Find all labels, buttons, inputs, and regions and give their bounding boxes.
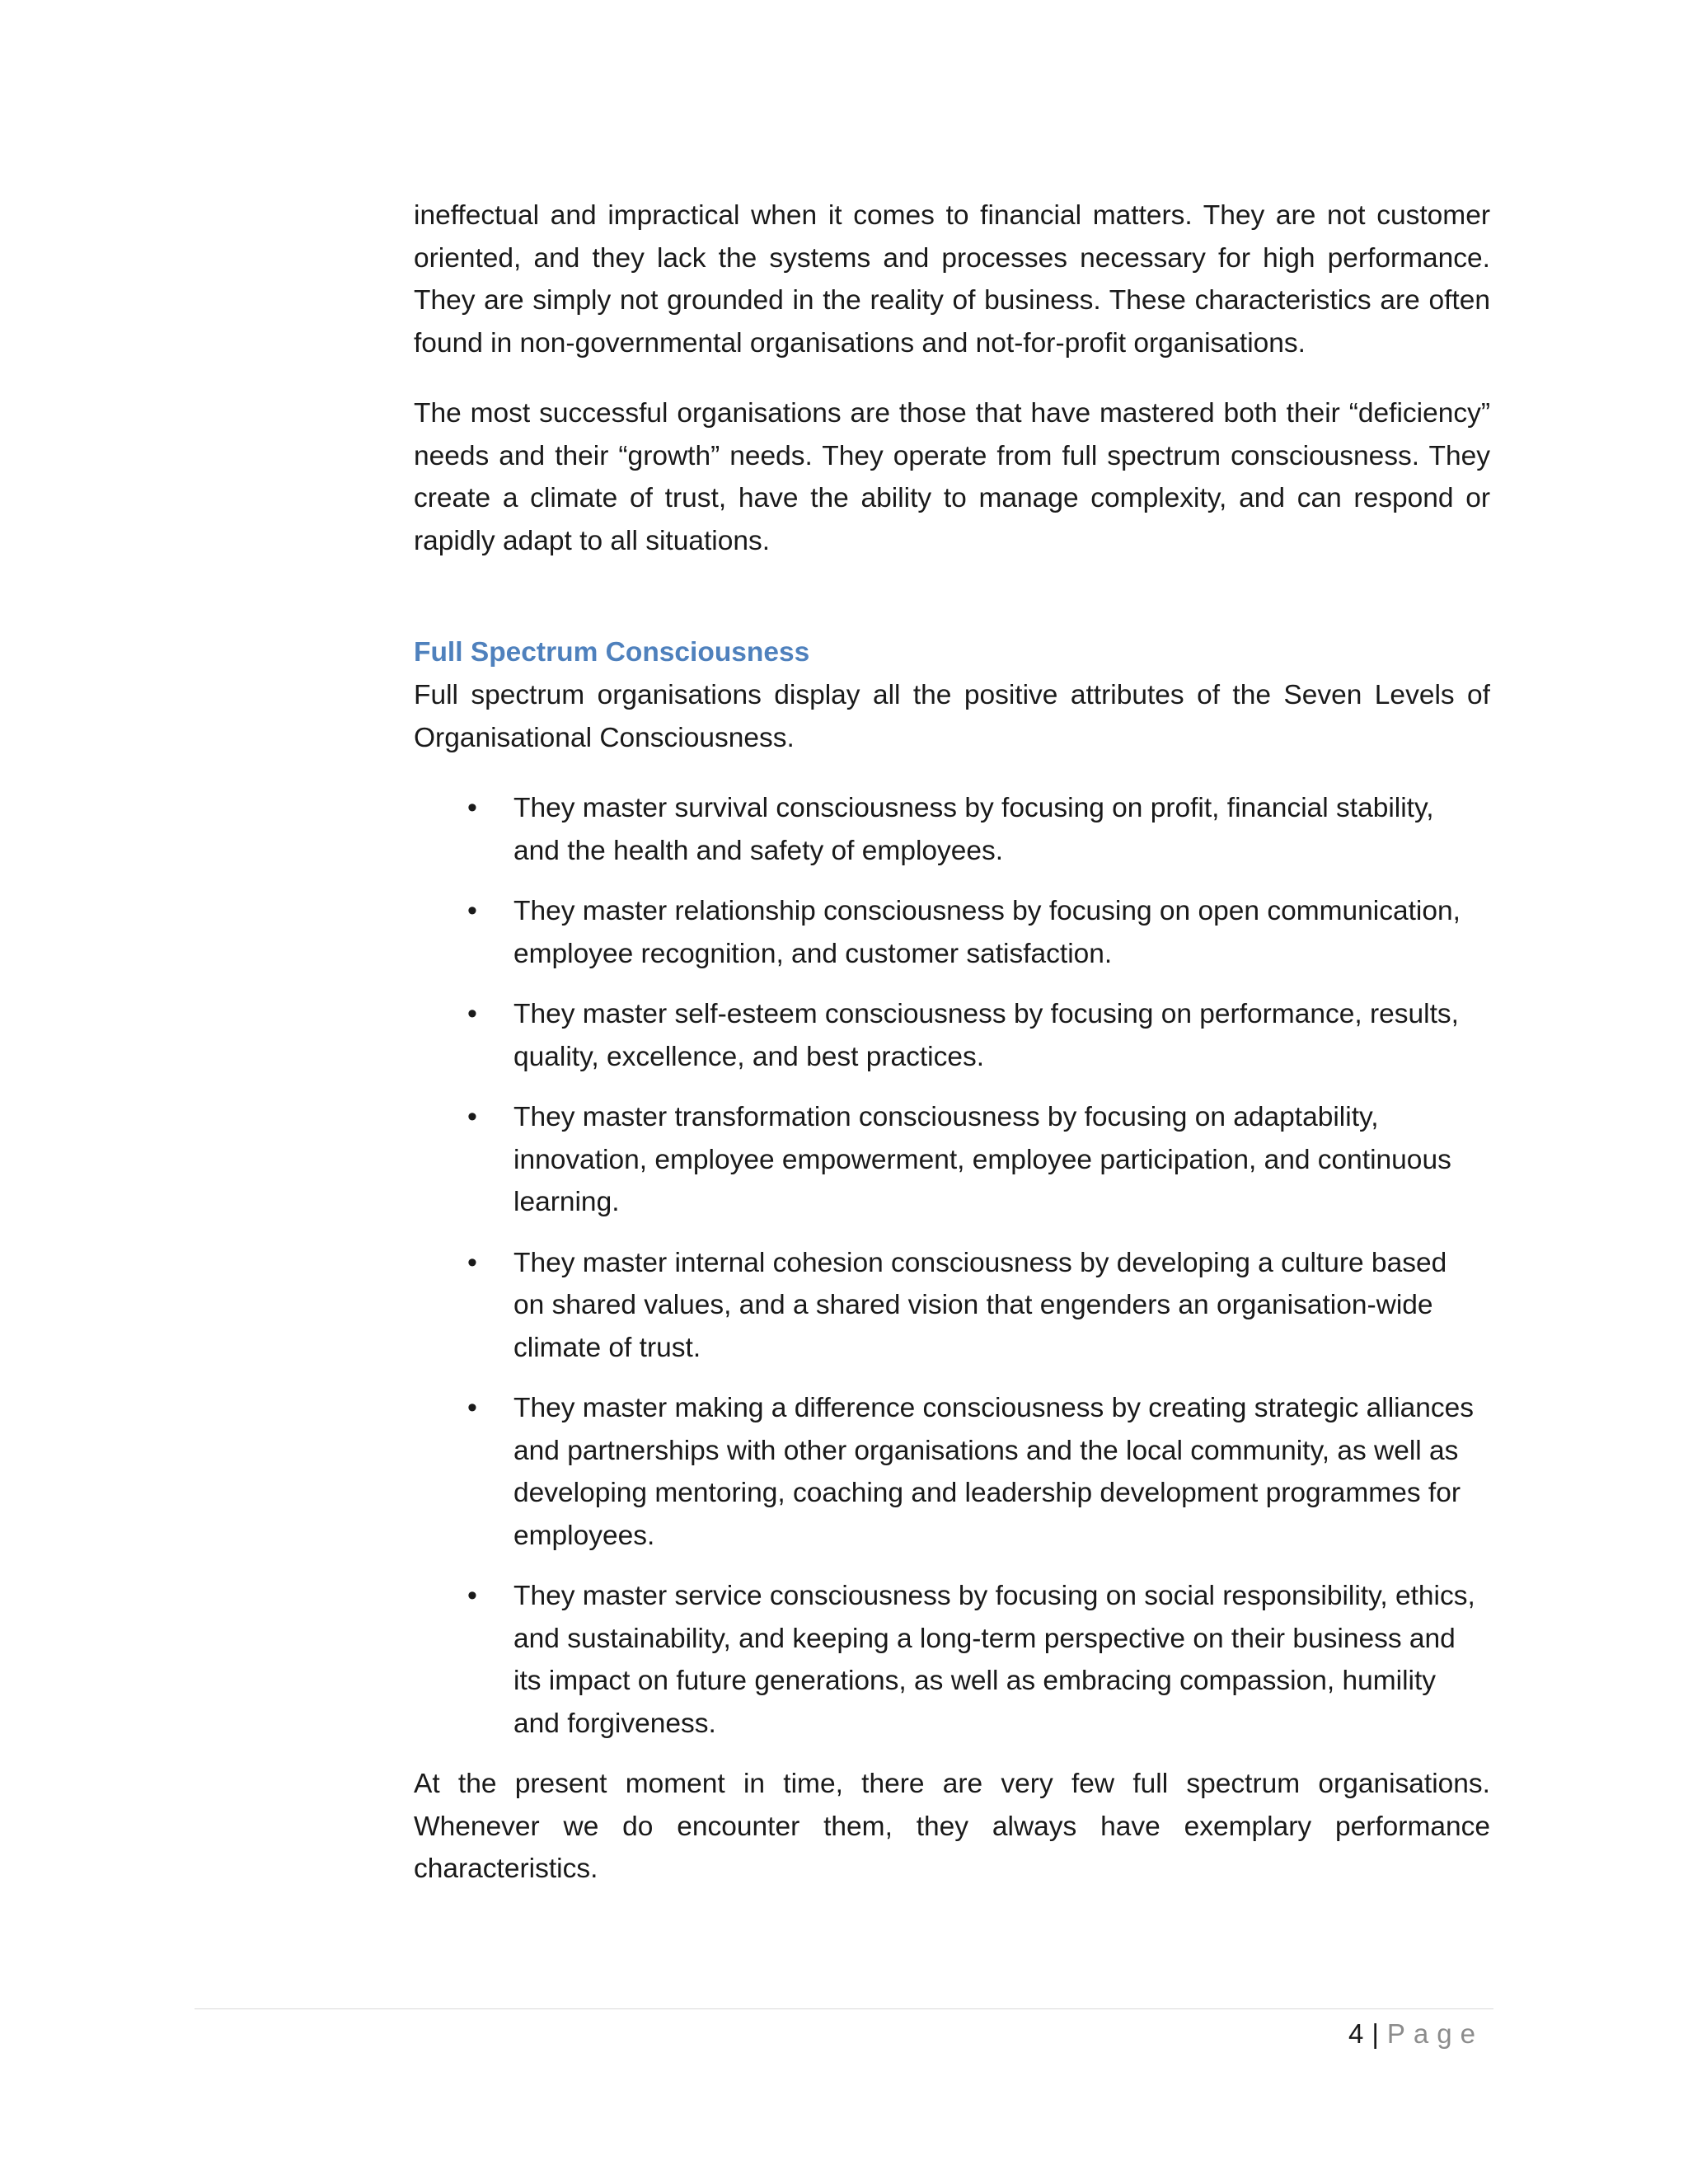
list-item xyxy=(414,993,1490,1078)
page-body xyxy=(414,194,1490,1891)
list-item-text: They master self-esteem consciousness by focusing on performance, results, quality, excellence, and best practices. xyxy=(513,999,1459,1072)
page-footer xyxy=(1348,2013,1484,2055)
bullet-list xyxy=(414,787,1490,1745)
list-item-text: They master transformation consciousness by focusing on adaptability, innovation, employee empowerment, employee participation, and continuous learning. xyxy=(513,1102,1451,1217)
footer-separator: | xyxy=(1372,2018,1379,2049)
bullet-icon: • xyxy=(467,998,477,1029)
closing-paragraph: At the present moment in time, there are very few full spectrum organisations. Whenever we do encounter them, they always have exemplary performance characteristics. xyxy=(414,1769,1490,1884)
list-item xyxy=(414,890,1490,975)
list-item-text: They master survival consciousness by focusing on profit, financial stability, and the health and safety of employees. xyxy=(513,793,1434,866)
list-item xyxy=(414,787,1490,872)
list-item xyxy=(414,1242,1490,1370)
page-label: Page xyxy=(1386,2018,1484,2049)
bullet-icon: • xyxy=(467,895,477,926)
body-paragraph: ineffectual and impractical when it comes to financial matters. They are not customer oriented, and they lack the systems and processes necessary for high performance. They are simply not grounded in the reality of business. These characteristics are often found in non-governmental organisations and not-for-profit organisations. xyxy=(414,200,1490,359)
list-item-text: They master internal cohesion consciousness by developing a culture based on shared values, and a shared vision that engenders an organisation-wide climate of trust. xyxy=(513,1247,1447,1363)
bullet-icon: • xyxy=(467,792,477,823)
bullet-icon: • xyxy=(467,1246,477,1278)
list-item-text: They master making a difference consciousness by creating strategic alliances and partnerships with other organisations and the local community, as well as developing mentoring, coaching and leadership development programmes for employees. xyxy=(513,1393,1475,1551)
section-heading: Full Spectrum Consciousness xyxy=(414,637,810,668)
bullet-icon: • xyxy=(467,1580,477,1611)
page-number: 4 xyxy=(1348,2018,1364,2049)
body-paragraph: The most successful organisations are those that have mastered both their “deficiency” needs and their “growth” needs. They operate from full spectrum consciousness. They create a climate of trust, have the ability to manage complexity, and can respond or rapidly adapt to all situations. xyxy=(414,398,1490,556)
list-item-text: They master service consciousness by focusing on social responsibility, ethics, and sustainability, and keeping a long-term perspective on their business and its impact on future generations, as well as embracing compassion, humility and forgiveness. xyxy=(513,1581,1475,1739)
bullet-icon: • xyxy=(467,1101,477,1132)
list-item-text: They master relationship consciousness by focusing on open communication, employee recognition, and customer satisfaction. xyxy=(513,896,1461,969)
bullet-icon: • xyxy=(467,1392,477,1423)
section-intro: Full spectrum organisations display all the positive attributes of the Seven Levels of Organisational Consciousness. xyxy=(414,680,1490,753)
footer-divider xyxy=(195,2008,1493,2009)
list-item xyxy=(414,1096,1490,1224)
list-item xyxy=(414,1575,1490,1745)
list-item xyxy=(414,1387,1490,1557)
